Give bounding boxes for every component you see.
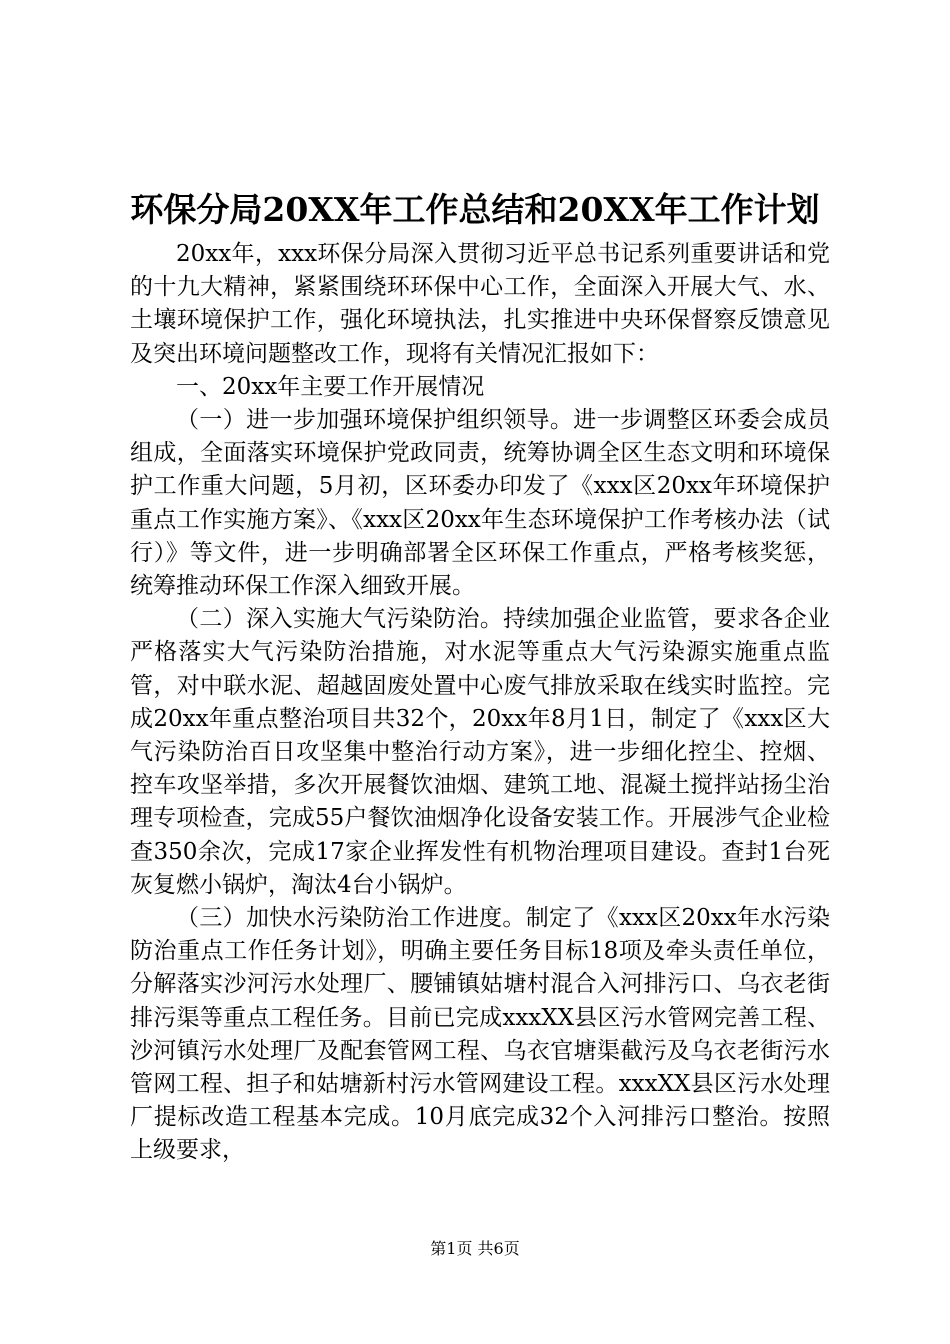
intro-paragraph: 20xx年，xxx环保分局深入贯彻习近平总书记系列重要讲话和党的十九大精神，紧紧围绕环环保中心工作，全面深入开展大气、水、土壤环境保护工作，强化环境执法，扎实推进中央环保督察反馈意见及突出环境问题整改工作，现将有关情况汇报如下： bbox=[130, 241, 830, 367]
document-title: 环保分局20XX年工作总结和20XX年工作计划 bbox=[130, 190, 820, 229]
page-footer: 第1页 共6页 bbox=[430, 1239, 520, 1258]
paragraph-organization: （一）进一步加强环境保护组织领导。进一步调整区环委会成员组成，全面落实环境保护党政同责，统筹协调全区生态文明和环境保护工作重大问题，5月初，区环委办印发了《xxx区20xx年环境保护重点工作实施方案》、《xxx区20xx年生态环境保护工作考核办法（试行）》等文件，进一步明确部署全区环保工作重点，严格考核奖惩，统筹推动环保工作深入细致开展。 bbox=[130, 407, 830, 600]
paragraph-water-pollution: （三）加快水污染防治工作进度。制定了《xxx区20xx年水污染防治重点工作任务计划》，明确主要任务目标18项及牵头责任单位，分解落实沙河污水处理厂、腰铺镇姑塘村混合入河排污口、乌衣老街排污渠等重点工程任务。目前已完成xxxXX县区污水管网完善工程、沙河镇污水处理厂及配套管网工程、乌衣官塘渠截污及乌衣老街污水管网工程、担子和姑塘新村污水管网建设工程。xxxXX县区污水处理厂提标改造工程基本完成。10月底完成32个入河排污口整治。按照上级要求， bbox=[130, 905, 830, 1164]
document-body bbox=[130, 238, 830, 1168]
section-heading: 一、20xx年主要工作开展情况 bbox=[176, 373, 485, 400]
paragraph-air-pollution: （二）深入实施大气污染防治。持续加强企业监管，要求各企业严格落实大气污染防治措施，对水泥等重点大气污染源实施重点监管，对中联水泥、超越固废处置中心废气排放采取在线实时监控。完成20xx年重点整治项目共32个，20xx年8月1日，制定了《xxx区大气污染防治百日攻坚集中整治行动方案》，进一步细化控尘、控烟、控车攻坚举措，多次开展餐饮油烟、建筑工地、混凝土搅拌站扬尘治理专项检查，完成55户餐饮油烟净化设备安装工作。开展涉气企业检查350余次，完成17家企业挥发性有机物治理项目建设。查封1台死灰复燃小锅炉，淘汰4台小锅炉。 bbox=[130, 606, 830, 898]
